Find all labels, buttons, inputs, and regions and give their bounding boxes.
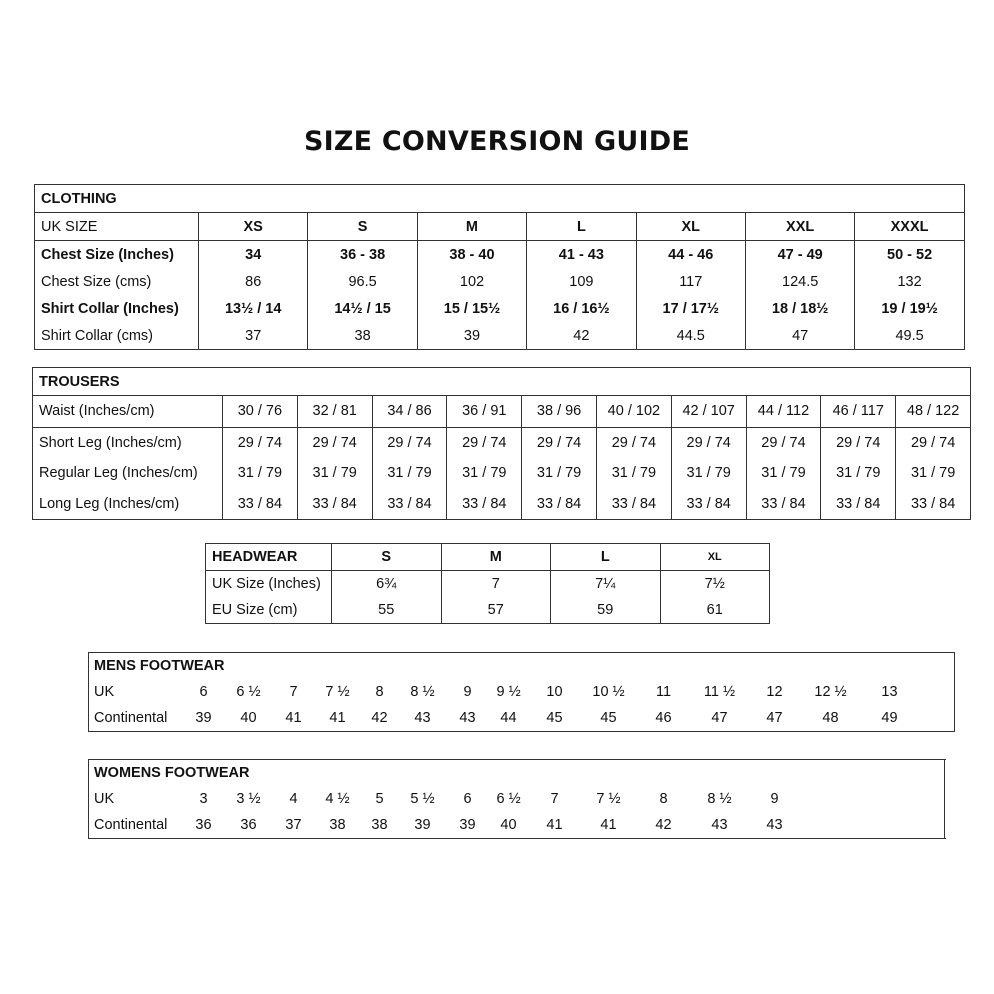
table-row bbox=[35, 241, 965, 269]
size-header: L bbox=[551, 544, 661, 571]
page-title: SIZE CONVERSION GUIDE bbox=[303, 126, 691, 157]
table-cell: 8 ½ bbox=[410, 684, 435, 700]
table-cell: 86 bbox=[199, 268, 308, 295]
table-cell: 45 bbox=[546, 710, 563, 726]
table-cell: 31 / 79 bbox=[447, 458, 522, 489]
table-cell: 29 / 74 bbox=[746, 427, 821, 458]
table-cell: 41 bbox=[285, 710, 302, 726]
table-cell: 48 bbox=[822, 710, 839, 726]
table-cell: 43 bbox=[711, 817, 728, 833]
table-cell: XXXL bbox=[855, 213, 964, 241]
row-label: UK SIZE bbox=[35, 213, 199, 241]
table-cell: 43 bbox=[459, 710, 476, 726]
row-label: Continental bbox=[94, 710, 168, 726]
table-cell: 124.5 bbox=[745, 268, 854, 295]
table-cell: 43 bbox=[766, 817, 783, 833]
table-cell: 40 / 102 bbox=[596, 396, 671, 428]
table-cell: 7 ½ bbox=[325, 684, 350, 700]
row-label: Waist (Inches/cm) bbox=[33, 396, 223, 428]
table-cell: 19 / 19½ bbox=[855, 295, 964, 322]
table-cell: 31 / 79 bbox=[746, 458, 821, 489]
table-cell: 31 / 79 bbox=[671, 458, 746, 489]
size-header: M bbox=[441, 544, 551, 571]
table-cell: 42 bbox=[371, 710, 388, 726]
table-cell: 117 bbox=[636, 268, 745, 295]
table-cell: 47 - 49 bbox=[745, 241, 854, 269]
table-cell: 33 / 84 bbox=[746, 489, 821, 520]
table-cell: 33 / 84 bbox=[821, 489, 896, 520]
table-cell: 41 bbox=[329, 710, 346, 726]
table-cell: 37 bbox=[285, 817, 302, 833]
table-cell: 31 / 79 bbox=[372, 458, 447, 489]
table-cell: 37 bbox=[199, 322, 308, 350]
table-cell: S bbox=[308, 213, 417, 241]
table-cell: 44 - 46 bbox=[636, 241, 745, 269]
table-cell: M bbox=[417, 213, 526, 241]
table-cell: 46 / 117 bbox=[821, 396, 896, 428]
table-row bbox=[89, 705, 955, 732]
table-cell: 5 bbox=[375, 791, 384, 807]
mens-footwear-heading: MENS FOOTWEAR bbox=[94, 658, 225, 674]
table-cell: 6¾ bbox=[332, 571, 442, 598]
table-cell: 7 ½ bbox=[596, 791, 621, 807]
table-cell: 42 / 107 bbox=[671, 396, 746, 428]
row-label: UK Size (Inches) bbox=[206, 571, 332, 598]
row-label: Shirt Collar (Inches) bbox=[35, 295, 199, 322]
row-label: UK bbox=[94, 791, 115, 807]
table-cell: 7 bbox=[441, 571, 551, 598]
table-cell: 31 / 79 bbox=[596, 458, 671, 489]
table-row bbox=[33, 458, 971, 489]
womens-footwear-table bbox=[88, 759, 945, 839]
womens-footwear-heading-row bbox=[89, 760, 945, 787]
table-cell: 3 bbox=[199, 791, 208, 807]
table-cell: 50 - 52 bbox=[855, 241, 964, 269]
table-cell: 57 bbox=[441, 597, 551, 624]
table-cell: 36 - 38 bbox=[308, 241, 417, 269]
table-cell: 29 / 74 bbox=[447, 427, 522, 458]
table-cell: 55 bbox=[332, 597, 442, 624]
table-cell: 11 bbox=[655, 684, 672, 700]
table-cell: 33 / 84 bbox=[896, 489, 971, 520]
table-cell: 38 bbox=[308, 322, 417, 350]
table-cell: 10 bbox=[546, 684, 563, 700]
table-cell: 41 - 43 bbox=[527, 241, 636, 269]
table-row bbox=[33, 489, 971, 520]
table-cell: XL bbox=[636, 213, 745, 241]
table-cell: 8 ½ bbox=[707, 791, 732, 807]
table-cell: 102 bbox=[417, 268, 526, 295]
table-cell: 33 / 84 bbox=[447, 489, 522, 520]
row-label: UK bbox=[94, 684, 115, 700]
table-cell: 36 / 91 bbox=[447, 396, 522, 428]
trousers-table bbox=[32, 367, 971, 520]
table-cell: 29 / 74 bbox=[522, 427, 597, 458]
table-cell: 9 ½ bbox=[496, 684, 521, 700]
clothing-heading: CLOTHING bbox=[35, 185, 965, 213]
table-cell: 4 bbox=[289, 791, 298, 807]
table-cell: 7 bbox=[550, 791, 559, 807]
table-cell: 39 bbox=[459, 817, 476, 833]
table-cell: 29 / 74 bbox=[821, 427, 896, 458]
table-cell: 33 / 84 bbox=[671, 489, 746, 520]
table-cell: 47 bbox=[711, 710, 728, 726]
table-cell: 33 / 84 bbox=[297, 489, 372, 520]
womens-footwear-heading: WOMENS FOOTWEAR bbox=[94, 765, 250, 781]
table-cell: 29 / 74 bbox=[297, 427, 372, 458]
table-row bbox=[35, 322, 965, 350]
table-cell: 38 - 40 bbox=[417, 241, 526, 269]
table-cell: 12 ½ bbox=[814, 684, 847, 700]
table-cell: 29 / 74 bbox=[671, 427, 746, 458]
table-cell: 29 / 74 bbox=[596, 427, 671, 458]
table-row bbox=[35, 268, 965, 295]
table-cell: 40 bbox=[240, 710, 257, 726]
table-cell: 15 / 15½ bbox=[417, 295, 526, 322]
table-cell: 41 bbox=[546, 817, 563, 833]
headwear-heading: HEADWEAR bbox=[206, 544, 332, 571]
table-cell: L bbox=[527, 213, 636, 241]
table-cell: 49 bbox=[881, 710, 898, 726]
table-cell: 5 ½ bbox=[410, 791, 435, 807]
table-cell: XS bbox=[199, 213, 308, 241]
table-cell: 41 bbox=[600, 817, 617, 833]
table-cell: 47 bbox=[745, 322, 854, 350]
size-header: S bbox=[332, 544, 442, 571]
table-cell: 9 bbox=[463, 684, 472, 700]
row-label: Short Leg (Inches/cm) bbox=[33, 427, 223, 458]
table-cell: 44 bbox=[500, 710, 517, 726]
table-cell: 32 / 81 bbox=[297, 396, 372, 428]
clothing-table bbox=[34, 184, 965, 350]
table-cell: 31 / 79 bbox=[223, 458, 298, 489]
table-cell: 44.5 bbox=[636, 322, 745, 350]
table-row bbox=[89, 786, 945, 812]
table-cell: 13 bbox=[881, 684, 898, 700]
row-label: Regular Leg (Inches/cm) bbox=[33, 458, 223, 489]
table-cell: 44 / 112 bbox=[746, 396, 821, 428]
table-cell: 31 / 79 bbox=[896, 458, 971, 489]
table-cell: 8 bbox=[659, 791, 668, 807]
table-cell: 46 bbox=[655, 710, 672, 726]
table-cell: 29 / 74 bbox=[896, 427, 971, 458]
table-row bbox=[89, 679, 955, 705]
table-cell: 12 bbox=[766, 684, 783, 700]
headwear-table bbox=[205, 543, 770, 624]
table-cell: 8 bbox=[375, 684, 384, 700]
table-cell: 29 / 74 bbox=[372, 427, 447, 458]
table-cell: 7 bbox=[289, 684, 298, 700]
trousers-heading-row bbox=[33, 368, 971, 396]
table-cell: 132 bbox=[855, 268, 964, 295]
table-cell: 34 bbox=[199, 241, 308, 269]
table-row bbox=[35, 213, 965, 241]
table-cell: 9 bbox=[770, 791, 779, 807]
table-cell: 3 ½ bbox=[236, 791, 261, 807]
table-cell: 39 bbox=[417, 322, 526, 350]
row-label: Chest Size (cms) bbox=[35, 268, 199, 295]
table-row bbox=[89, 812, 945, 839]
table-row bbox=[35, 295, 965, 322]
table-cell: 96.5 bbox=[308, 268, 417, 295]
table-cell: 31 / 79 bbox=[821, 458, 896, 489]
table-cell: 30 / 76 bbox=[223, 396, 298, 428]
size-header: XL bbox=[660, 544, 770, 571]
table-cell: 34 / 86 bbox=[372, 396, 447, 428]
table-cell: 10 ½ bbox=[592, 684, 625, 700]
table-cell: 31 / 79 bbox=[297, 458, 372, 489]
table-cell: 11 ½ bbox=[703, 684, 736, 700]
table-row bbox=[33, 396, 971, 428]
table-cell: 29 / 74 bbox=[223, 427, 298, 458]
table-cell: 33 / 84 bbox=[223, 489, 298, 520]
clothing-heading-row bbox=[35, 185, 965, 213]
table-cell: 38 / 96 bbox=[522, 396, 597, 428]
trousers-heading: TROUSERS bbox=[33, 368, 971, 396]
table-cell: 7½ bbox=[660, 571, 770, 598]
headwear-heading-row bbox=[206, 544, 770, 571]
table-cell: 6 bbox=[199, 684, 208, 700]
table-cell: 13½ / 14 bbox=[199, 295, 308, 322]
table-cell: 43 bbox=[414, 710, 431, 726]
table-cell: 36 bbox=[240, 817, 257, 833]
table-cell: 31 / 79 bbox=[522, 458, 597, 489]
row-label: Chest Size (Inches) bbox=[35, 241, 199, 269]
table-cell: 16 / 16½ bbox=[527, 295, 636, 322]
table-cell: 33 / 84 bbox=[522, 489, 597, 520]
mens-footwear-table bbox=[88, 652, 955, 732]
table-cell: 49.5 bbox=[855, 322, 964, 350]
row-label: Shirt Collar (cms) bbox=[35, 322, 199, 350]
table-cell: 47 bbox=[766, 710, 783, 726]
table-cell: 109 bbox=[527, 268, 636, 295]
table-cell: 17 / 17½ bbox=[636, 295, 745, 322]
table-cell: 38 bbox=[371, 817, 388, 833]
row-label: EU Size (cm) bbox=[206, 597, 332, 624]
table-cell: 14½ / 15 bbox=[308, 295, 417, 322]
table-cell: 45 bbox=[600, 710, 617, 726]
table-cell: 42 bbox=[527, 322, 636, 350]
table-cell: 6 ½ bbox=[236, 684, 261, 700]
row-label: Continental bbox=[94, 817, 168, 833]
table-cell: 38 bbox=[329, 817, 346, 833]
table-cell: 40 bbox=[500, 817, 517, 833]
table-cell: 6 ½ bbox=[496, 791, 521, 807]
table-cell: 42 bbox=[655, 817, 672, 833]
table-cell: 7¼ bbox=[551, 571, 661, 598]
table-cell: 36 bbox=[195, 817, 212, 833]
table-row bbox=[206, 597, 770, 624]
table-cell: 39 bbox=[195, 710, 212, 726]
table-cell: 33 / 84 bbox=[596, 489, 671, 520]
table-row bbox=[33, 427, 971, 458]
table-row bbox=[206, 571, 770, 598]
row-label: Long Leg (Inches/cm) bbox=[33, 489, 223, 520]
table-cell: 33 / 84 bbox=[372, 489, 447, 520]
table-cell: 18 / 18½ bbox=[745, 295, 854, 322]
mens-footwear-heading-row bbox=[89, 653, 955, 680]
table-cell: 48 / 122 bbox=[896, 396, 971, 428]
table-cell: 4 ½ bbox=[325, 791, 350, 807]
table-cell: 6 bbox=[463, 791, 472, 807]
table-cell: XXL bbox=[745, 213, 854, 241]
table-cell: 61 bbox=[660, 597, 770, 624]
table-cell: 39 bbox=[414, 817, 431, 833]
table-cell: 59 bbox=[551, 597, 661, 624]
